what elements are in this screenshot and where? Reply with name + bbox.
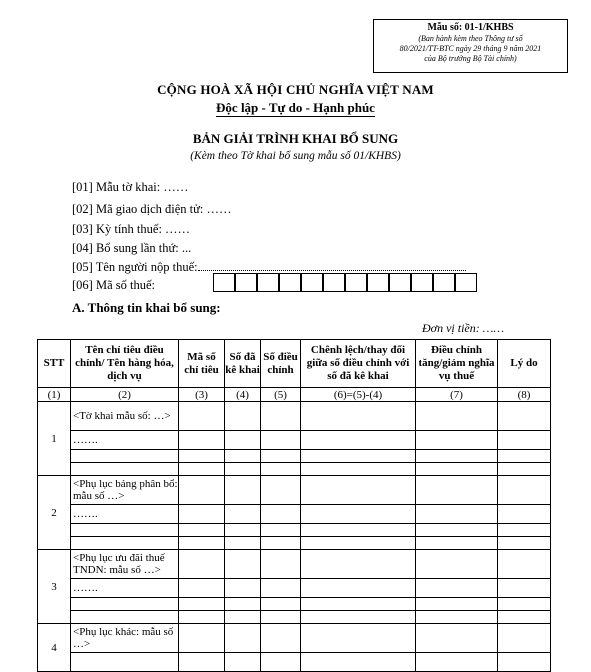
row-item-name: <Tờ khai mẫu số: …>: [71, 402, 179, 431]
cell[interactable]: [416, 524, 498, 537]
row-stt: 2: [38, 476, 71, 550]
col-number: (2): [71, 388, 179, 402]
col-header-declared: Số đã kê khai: [225, 340, 261, 388]
col-header-difference: Chênh lệch/thay đổi giữa số điều chỉnh với số đã kê khai: [301, 340, 416, 388]
col-header-adjusted: Số điều chỉnh: [261, 340, 301, 388]
cell[interactable]: [498, 402, 551, 431]
cell[interactable]: [261, 402, 301, 431]
cell[interactable]: [498, 550, 551, 579]
tax-code-digit-box[interactable]: [345, 273, 367, 292]
table-row: [38, 611, 551, 624]
row-item-placeholder: [71, 653, 179, 672]
cell[interactable]: [225, 550, 261, 579]
taxpayer-name-input[interactable]: [198, 259, 466, 271]
cell[interactable]: [179, 653, 225, 672]
cell[interactable]: [225, 476, 261, 505]
cell[interactable]: [225, 450, 261, 463]
cell[interactable]: [71, 537, 179, 550]
cell[interactable]: [498, 476, 551, 505]
tax-code-digit-box[interactable]: [235, 273, 257, 292]
cell[interactable]: [179, 450, 225, 463]
cell[interactable]: [416, 402, 498, 431]
cell[interactable]: [416, 505, 498, 524]
cell[interactable]: [225, 579, 261, 598]
cell[interactable]: [261, 450, 301, 463]
cell[interactable]: [498, 463, 551, 476]
row-item-name: <Phụ lục bảng phân bổ: mẫu số …>: [71, 476, 179, 505]
table-numbering-row: [38, 388, 551, 402]
col-header-tax-adjustment: Điều chỉnh tăng/giảm nghĩa vụ thuế: [416, 340, 498, 388]
cell[interactable]: [416, 550, 498, 579]
row-stt: 1: [38, 402, 71, 476]
cell[interactable]: [225, 505, 261, 524]
cell[interactable]: [416, 653, 498, 672]
cell[interactable]: [498, 431, 551, 450]
cell[interactable]: [225, 624, 261, 653]
tax-code-digit-box[interactable]: [367, 273, 389, 292]
cell[interactable]: [179, 505, 225, 524]
col-header-stt: STT: [38, 340, 71, 388]
row-item-name: <Phụ lục khác: mẫu số …>: [71, 624, 179, 653]
cell[interactable]: [261, 611, 301, 624]
tax-code-digit-box[interactable]: [301, 273, 323, 292]
col-number: (7): [416, 388, 498, 402]
cell[interactable]: [416, 431, 498, 450]
cell[interactable]: [416, 611, 498, 624]
field-tax-period: [03] Kỳ tính thuế: ……: [72, 222, 191, 236]
table-header-row: [38, 340, 551, 388]
cell[interactable]: [301, 579, 416, 598]
cell[interactable]: [498, 579, 551, 598]
row-stt: 3: [38, 550, 71, 624]
form-note-line1: (Ban hành kèm theo Thông tư số: [418, 34, 523, 43]
tax-code-digit-box[interactable]: [433, 273, 455, 292]
cell[interactable]: [225, 537, 261, 550]
table-row: [38, 579, 551, 598]
cell[interactable]: [416, 598, 498, 611]
col-number: (6)=(5)-(4): [301, 388, 416, 402]
cell[interactable]: [179, 402, 225, 431]
cell[interactable]: [498, 505, 551, 524]
table-row: [38, 598, 551, 611]
cell[interactable]: [301, 598, 416, 611]
cell[interactable]: [261, 579, 301, 598]
cell[interactable]: [71, 524, 179, 537]
tax-code-digit-box[interactable]: [455, 273, 477, 292]
cell[interactable]: [261, 598, 301, 611]
cell[interactable]: [498, 524, 551, 537]
table-row: [38, 463, 551, 476]
col-number: (5): [261, 388, 301, 402]
cell[interactable]: [416, 624, 498, 653]
cell[interactable]: [179, 431, 225, 450]
cell[interactable]: [498, 450, 551, 463]
cell[interactable]: [301, 505, 416, 524]
table-row: [38, 450, 551, 463]
tax-code-digit-box[interactable]: [279, 273, 301, 292]
col-header-item-code: Mã số chỉ tiêu: [179, 340, 225, 388]
form-code: Mẫu số: 01-1/KHBS: [427, 22, 514, 33]
cell[interactable]: [179, 537, 225, 550]
taxpayer-name-label: [05] Tên người nộp thuế:: [72, 260, 198, 274]
tax-code-digit-box[interactable]: [389, 273, 411, 292]
cell[interactable]: [179, 611, 225, 624]
cell[interactable]: [71, 611, 179, 624]
table-row: [38, 537, 551, 550]
cell[interactable]: [261, 550, 301, 579]
cell[interactable]: [261, 476, 301, 505]
cell[interactable]: [71, 463, 179, 476]
cell[interactable]: [179, 624, 225, 653]
tax-code-digit-box[interactable]: [411, 273, 433, 292]
supplement-table: [37, 339, 551, 672]
table-row: [38, 505, 551, 524]
cell[interactable]: [416, 537, 498, 550]
cell[interactable]: [261, 463, 301, 476]
motto: [0, 100, 591, 116]
row-item-placeholder: …….: [71, 579, 179, 598]
motto-text: Độc lập - Tự do - Hạnh phúc: [216, 100, 375, 115]
col-number: (1): [38, 388, 71, 402]
cell[interactable]: [179, 476, 225, 505]
cell[interactable]: [301, 476, 416, 505]
field-form-type: [01] Mẫu tờ khai: ……: [72, 180, 189, 194]
document-subtitle: (Kèm theo Tờ khai bổ sung mẫu số 01/KHBS): [190, 150, 401, 162]
tax-code-digit-box[interactable]: [257, 273, 279, 292]
cell[interactable]: [71, 450, 179, 463]
cell[interactable]: [498, 624, 551, 653]
row-stt: 4: [38, 624, 71, 672]
cell[interactable]: [301, 402, 416, 431]
document-title: BẢN GIẢI TRÌNH KHAI BỔ SUNG: [192, 131, 399, 146]
cell[interactable]: [225, 611, 261, 624]
cell[interactable]: [498, 611, 551, 624]
form-code-box: [373, 19, 568, 73]
form-note-line2: 80/2021/TT-BTC ngày 29 tháng 9 năm 2021: [399, 44, 542, 53]
cell[interactable]: [301, 431, 416, 450]
cell[interactable]: [301, 550, 416, 579]
cell[interactable]: [225, 402, 261, 431]
cell[interactable]: [225, 431, 261, 450]
field-transaction-code: [02] Mã giao dịch điện tử: ……: [72, 202, 232, 216]
form-note-line3: của Bộ trưởng Bộ Tài chính): [424, 54, 517, 63]
cell[interactable]: [261, 653, 301, 672]
cell[interactable]: [179, 550, 225, 579]
field-tax-code-label: [06] Mã số thuế:: [72, 278, 155, 292]
table-row: [38, 524, 551, 537]
table-row: [38, 653, 551, 672]
cell[interactable]: [261, 431, 301, 450]
cell[interactable]: [416, 450, 498, 463]
table-row: [38, 476, 551, 505]
cell[interactable]: [179, 524, 225, 537]
cell[interactable]: [416, 463, 498, 476]
col-header-reason: Lý do: [498, 340, 551, 388]
table-row: [38, 550, 551, 579]
cell[interactable]: [261, 505, 301, 524]
col-header-item-name: Tên chỉ tiêu điều chỉnh/ Tên hàng hóa, dịch vụ: [71, 340, 179, 388]
table-row: [38, 402, 551, 431]
cell[interactable]: [301, 463, 416, 476]
col-number: (8): [498, 388, 551, 402]
row-item-name: <Phụ lục ưu đãi thuế TNDN: mẫu số …>: [71, 550, 179, 579]
cell[interactable]: [498, 537, 551, 550]
cell[interactable]: [179, 598, 225, 611]
cell[interactable]: [498, 598, 551, 611]
field-supplement-number: [04] Bổ sung lần thứ: ...: [72, 241, 192, 255]
table-row: [38, 624, 551, 653]
cell[interactable]: [261, 624, 301, 653]
col-number: (3): [179, 388, 225, 402]
cell[interactable]: [261, 537, 301, 550]
cell[interactable]: [225, 524, 261, 537]
cell[interactable]: [179, 463, 225, 476]
nation-heading: CỘNG HOÀ XÃ HỘI CHỦ NGHĨA VIỆT NAM: [157, 82, 434, 97]
cell[interactable]: [301, 611, 416, 624]
tax-code-digit-box[interactable]: [323, 273, 345, 292]
cell[interactable]: [301, 450, 416, 463]
cell[interactable]: [225, 463, 261, 476]
cell[interactable]: [301, 624, 416, 653]
cell[interactable]: [261, 524, 301, 537]
cell[interactable]: [225, 653, 261, 672]
tax-code-digit-box[interactable]: [213, 273, 235, 292]
cell[interactable]: [301, 653, 416, 672]
cell[interactable]: [301, 524, 416, 537]
row-item-placeholder: …….: [71, 505, 179, 524]
cell[interactable]: [71, 598, 179, 611]
cell[interactable]: [498, 653, 551, 672]
section-a-heading: A. Thông tin khai bổ sung:: [72, 300, 221, 315]
table-row: [38, 431, 551, 450]
col-number: (4): [225, 388, 261, 402]
currency-unit: Đơn vị tiền: ……: [422, 321, 505, 335]
cell[interactable]: [416, 579, 498, 598]
cell[interactable]: [301, 537, 416, 550]
row-item-placeholder: …….: [71, 431, 179, 450]
cell[interactable]: [225, 598, 261, 611]
cell[interactable]: [416, 476, 498, 505]
cell[interactable]: [179, 579, 225, 598]
